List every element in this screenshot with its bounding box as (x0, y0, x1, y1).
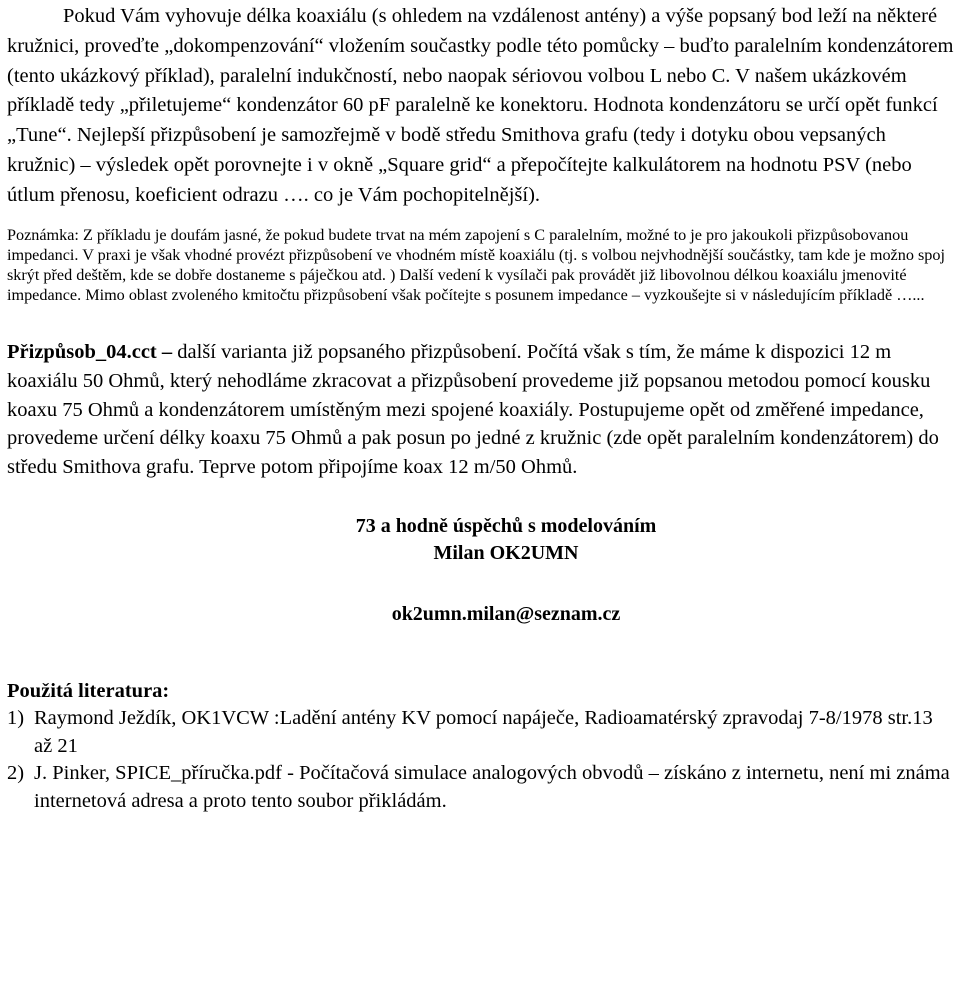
literature-item (7, 760, 955, 815)
document-page (7, 2, 955, 815)
paragraph-tuning-explanation: Pokud Vám vyhovuje délka koaxiálu (s ohledem na vzdálenost antény) a výše popsaný bod leží na některé kružnici, proveďte „dokompenzování“ vložením součastky podle této pomůcky – buďto paralelním kondenzátorem (tento ukázkový příklad), paralelní indukčností, nebo naopak sériovou volbou L nebo C. V našem ukázkovém příkladě tedy „přiletujeme“ kondenzátor 60 pF paralelně ke konektoru. Hodnota kondenzátoru se určí opět funkcí „Tune“. Nejlepší přizpůsobení je samozřejmě v bodě středu Smithova grafu (tedy i dotyku obou vepsaných kružnic) – výsledek opět porovnejte i v okně „Square grid“ a přepočítejte kalkulátorem na hodnotu PSV (nebo útlum přenosu, koeficient odrazu …. co je Vám pochopitelnější). (7, 5, 954, 206)
note-paragraph: Poznámka: Z příkladu je doufám jasné, že pokud budete trvat na mém zapojení s C paralelním, možné to je pro jakoukoli přizpůsobovanou impedanci. V praxi je však vhodné provézt přizpůsobení ve vhodném místě koaxiálu (tj. s volbou nejvhodnější součástky, tam kde je možno spoj skrýt před deštěm, kde se dobře dostaneme s páječkou atd. ) Další vedení k vysílači pak provádět již libovolnou délkou koaxiálu jmenovité impedance. Mimo oblast zvoleného kmitočtu přizpůsobení však počítejte s posunem impedance – vyzkoušejte si v následujícím příkladě …... (7, 225, 945, 305)
example-file-name: Přizpůsob_04.cct – (7, 341, 173, 364)
literature-item-text: Raymond Ježdík, OK1VCW :Ladění antény KV pomocí napáječe, Radioamatérský zpravodaj 7-8/1978 str.13 až 21 (34, 707, 933, 757)
literature-item-text: J. Pinker, SPICE_příručka.pdf - Počítačová simulace analogových obvodů – získáno z internetu, není mi známa internetová adresa a proto tento soubor přikládám. (34, 762, 950, 812)
signature-block (7, 513, 955, 567)
example-description: další varianta již popsaného přizpůsobení. Počítá však s tím, že máme k dispozici 12 m koaxiálu 50 Ohmů, který nehodláme zkracovat a přizpůsobení provedeme již popsanou metodou pomocí kousku koaxu 75 Ohmů a kondenzátorem umístěným mezi spojené koaxiály. Postupujeme opět od změřené impedance, provedeme určení délky koaxu 75 Ohmů a pak posun po jedné z kružnic (zde opět paralelním kondenzátorem) do středu Smithova grafu. Teprve potom připojíme koax 12 m/50 Ohmů. (7, 341, 939, 478)
signature-author: Milan OK2UMN (433, 542, 579, 565)
literature-item (7, 705, 955, 760)
literature-title: Použitá literatura: (7, 680, 170, 703)
literature-item-number: 2) (7, 762, 25, 785)
paragraph-example-04 (7, 338, 955, 481)
literature-item-number: 1) (7, 707, 25, 730)
author-email: ok2umn.milan@seznam.cz (391, 603, 621, 626)
signature-greeting: 73 a hodně úspěchů s modelováním (355, 515, 657, 538)
